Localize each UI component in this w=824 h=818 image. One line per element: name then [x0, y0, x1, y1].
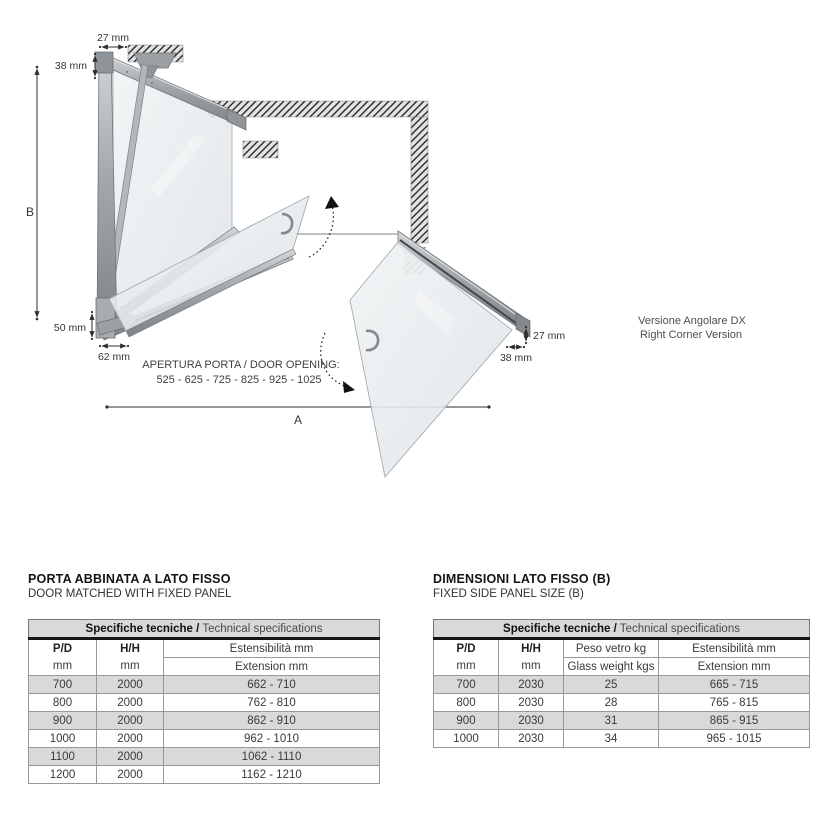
table-cell: 762 - 810: [164, 694, 380, 712]
col-header-hh: H/H: [499, 639, 564, 658]
table-cell: 2030: [499, 730, 564, 748]
table-cell: 31: [564, 712, 659, 730]
column-header-row: [434, 639, 810, 658]
left-table-subtitle: DOOR MATCHED WITH FIXED PANEL: [28, 588, 232, 600]
table-cell: 965 - 1015: [659, 730, 810, 748]
table-row: [29, 766, 380, 784]
dim-B: [36, 66, 39, 321]
table-row: [434, 694, 810, 712]
table-cell: 2000: [97, 730, 164, 748]
table-cell: 1000: [434, 730, 499, 748]
table-cell: 1100: [29, 748, 97, 766]
col-header-extension-en: Extension mm: [659, 658, 810, 676]
table-cell: 962 - 1010: [164, 730, 380, 748]
left-table-title: PORTA ABBINATA A LATO FISSO: [28, 572, 231, 586]
table-cell: 1000: [29, 730, 97, 748]
column-unit-row: [29, 658, 380, 676]
dim-38-right: [506, 346, 525, 348]
version-caption-it: Versione Angolare DX: [638, 315, 746, 327]
left-spec-table: [28, 619, 380, 784]
table-cell: 34: [564, 730, 659, 748]
right-table-subtitle: FIXED SIDE PANEL SIZE (B): [433, 588, 584, 600]
table-cell: 765 - 815: [659, 694, 810, 712]
table-cell: 700: [29, 676, 97, 694]
dim-label-50mm: 50 mm: [53, 322, 86, 334]
table-row: [29, 676, 380, 694]
table-cell: 1200: [29, 766, 97, 784]
table-cell: 25: [564, 676, 659, 694]
dim-27-top: [99, 46, 127, 48]
spec-header-band: [434, 620, 810, 639]
col-header-extension-it: Estensibilità mm: [164, 639, 380, 658]
col-header-extension-it: Estensibilità mm: [659, 639, 810, 658]
table-cell: 2000: [97, 748, 164, 766]
col-unit-pd: mm: [434, 658, 499, 676]
table-cell: 800: [434, 694, 499, 712]
side-wall-patch: [243, 141, 278, 158]
table-cell: 862 - 910: [164, 712, 380, 730]
left-table-section: [28, 572, 379, 784]
col-header-hh: H/H: [97, 639, 164, 658]
table-cell: 2030: [499, 676, 564, 694]
table-cell: 2000: [97, 694, 164, 712]
table-cell: 865 - 915: [659, 712, 810, 730]
dim-label-62mm: 62 mm: [97, 351, 131, 363]
table-cell: 665 - 715: [659, 676, 810, 694]
dim-62: [99, 345, 129, 347]
table-row: [434, 676, 810, 694]
right-wall-strip: [411, 117, 428, 243]
table-row: [29, 730, 380, 748]
table-cell: 1162 - 1210: [164, 766, 380, 784]
col-header-weight-it: Peso vetro kg: [564, 639, 659, 658]
spec-header-bold: Specifiche tecniche /: [85, 622, 200, 635]
right-table-section: [433, 572, 809, 748]
dim-label-B: B: [25, 205, 35, 219]
table-row: [29, 748, 380, 766]
table-cell: 662 - 710: [164, 676, 380, 694]
spec-header-band: [29, 620, 380, 639]
col-unit-hh: mm: [499, 658, 564, 676]
spec-header: [29, 620, 380, 639]
screw-dot: [151, 82, 153, 84]
door-opening-values: 525 - 625 - 725 - 825 - 925 - 1025: [156, 374, 322, 386]
dim-label-A: A: [293, 413, 303, 427]
col-header-pd: P/D: [434, 639, 499, 658]
table-cell: 2030: [499, 694, 564, 712]
spec-header: [434, 620, 810, 639]
dim-label-27mm-top: 27 mm: [96, 32, 130, 44]
right-spec-table: [433, 619, 810, 748]
col-unit-hh: mm: [97, 658, 164, 676]
col-header-weight-en: Glass weight kgs: [564, 658, 659, 676]
col-header-extension-en: Extension mm: [164, 658, 380, 676]
table-row: [29, 694, 380, 712]
col-unit-pd: mm: [29, 658, 97, 676]
table-cell: 700: [434, 676, 499, 694]
table-cell: 800: [29, 694, 97, 712]
table-cell: 1062 - 1110: [164, 748, 380, 766]
table-row: [29, 712, 380, 730]
table-row: [434, 730, 810, 748]
lower-arc-arrowhead: [343, 381, 355, 393]
table-cell: 28: [564, 694, 659, 712]
version-caption-en: Right Corner Version: [639, 329, 743, 341]
table-cell: 900: [29, 712, 97, 730]
profile-top-bracket: [95, 52, 113, 73]
table-cell: 2000: [97, 712, 164, 730]
right-table-title: DIMENSIONI LATO FISSO (B): [433, 572, 611, 586]
spec-header-bold: Specifiche tecniche /: [503, 622, 617, 635]
table-cell: 2030: [499, 712, 564, 730]
door-opening-caption: APERTURA PORTA / DOOR OPENING:: [142, 359, 340, 371]
table-row: [434, 712, 810, 730]
dim-50: [91, 311, 93, 340]
spec-header-regular: Technical specifications: [202, 622, 323, 635]
dim-label-38mm-right: 38 mm: [499, 352, 533, 364]
table-cell: 2000: [97, 766, 164, 784]
right-rail-end-cap: [516, 313, 530, 337]
spec-header-regular: Technical specifications: [619, 622, 740, 635]
column-unit-row: [434, 658, 810, 676]
right-door-glass: [350, 242, 512, 477]
upper-swing-arc: [309, 206, 333, 257]
col-header-pd: P/D: [29, 639, 97, 658]
dim-label-38mm-top: 38 mm: [54, 60, 87, 72]
dim-label-27mm-right: 27 mm: [533, 330, 566, 342]
table-cell: 2000: [97, 676, 164, 694]
upper-arc-arrowhead: [325, 196, 339, 209]
screw-dot: [126, 71, 128, 73]
column-header-row: [29, 639, 380, 658]
table-cell: 900: [434, 712, 499, 730]
